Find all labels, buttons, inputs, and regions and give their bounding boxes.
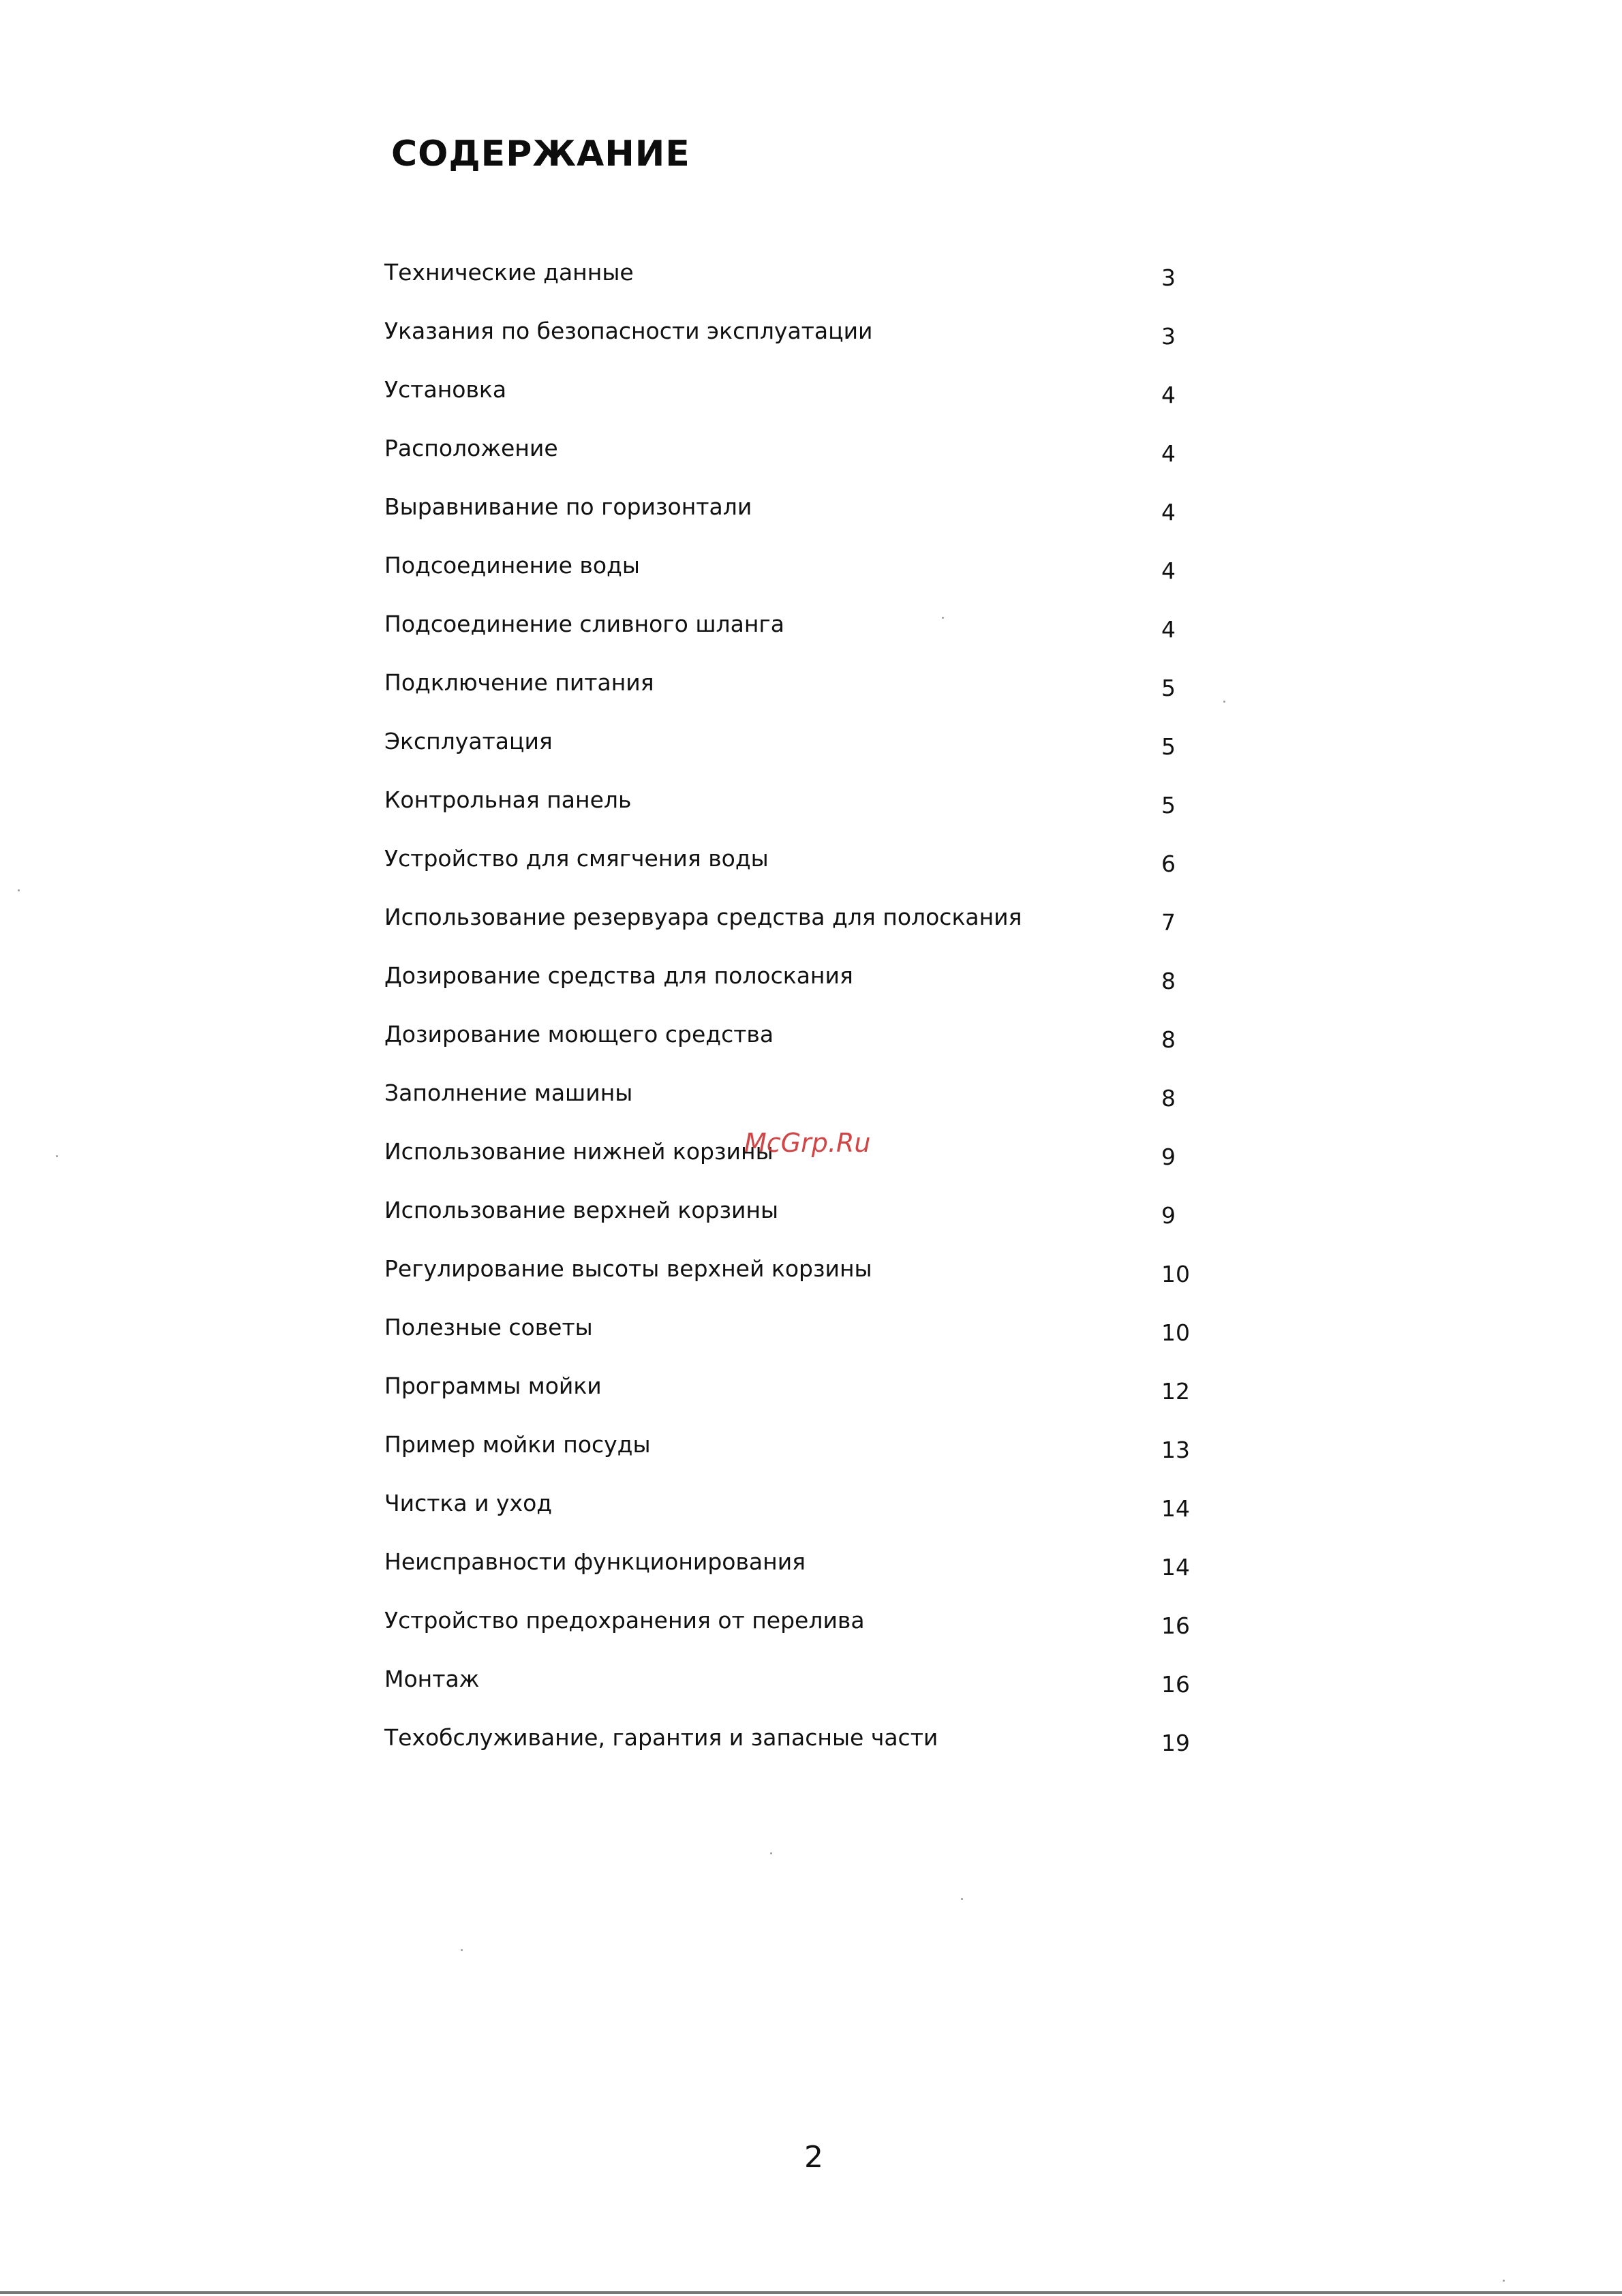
- toc-entry: [384, 256, 1189, 314]
- page-number: 2: [804, 2140, 823, 2175]
- toc-entry-label: Неисправности функционирования: [384, 1548, 806, 1575]
- toc-entry: [384, 1604, 1189, 1662]
- toc-entry-label: Техобслуживание, гарантия и запасные части: [384, 1724, 938, 1751]
- toc-entry: [384, 314, 1189, 373]
- toc-entry-label: Регулирование высоты верхней корзины: [384, 1255, 872, 1282]
- scan-speck: [1503, 2280, 1505, 2282]
- toc-entry-label: Дозирование моющего средства: [384, 1021, 774, 1047]
- scan-speck: [942, 617, 944, 619]
- toc-entry: [384, 1662, 1189, 1721]
- toc-entry: [384, 1193, 1189, 1252]
- toc-entry-page: 4: [1161, 499, 1176, 525]
- toc-entry-label: Указания по безопасности эксплуатации: [384, 318, 873, 344]
- toc-entry-page: 13: [1161, 1437, 1190, 1463]
- toc-entry-page: 8: [1161, 1026, 1176, 1053]
- toc-entry-label: Использование верхней корзины: [384, 1197, 779, 1223]
- scan-speck: [961, 1898, 963, 1900]
- toc-entry: [384, 1252, 1189, 1311]
- toc-entry-label: Подсоединение воды: [384, 552, 640, 579]
- toc-entry-page: 10: [1161, 1261, 1190, 1287]
- toc-entry-label: Выравнивание по горизонтали: [384, 493, 752, 520]
- toc-entry-page: 4: [1161, 616, 1176, 643]
- scan-speck: [18, 889, 20, 891]
- toc-entry-page: 5: [1161, 675, 1176, 701]
- toc-entry-page: 5: [1161, 792, 1176, 818]
- toc-entry-label: Использование нижней корзины: [384, 1138, 774, 1165]
- toc-entry-label: Дозирование средства для полоскания: [384, 962, 853, 989]
- toc-entry: [384, 1545, 1189, 1604]
- toc-entry-label: Подсоединение сливного шланга: [384, 611, 784, 637]
- toc-entry-label: Технические данные: [384, 259, 634, 286]
- toc-entry: [384, 1486, 1189, 1545]
- toc-entry-page: 3: [1161, 323, 1176, 350]
- toc-entry-page: 8: [1161, 1085, 1176, 1112]
- toc-entry: [384, 1076, 1189, 1135]
- toc-entry: [384, 431, 1189, 490]
- toc-entry-page: 7: [1161, 909, 1176, 936]
- toc-entry-page: 9: [1161, 1202, 1176, 1229]
- toc-entry-label: Монтаж: [384, 1666, 480, 1692]
- page-title: СОДЕРЖАНИЕ: [391, 134, 690, 174]
- toc-entry: [384, 1428, 1189, 1486]
- toc-entry: [384, 842, 1189, 900]
- toc-entry: [384, 490, 1189, 549]
- scan-speck: [461, 1949, 463, 1951]
- scan-edge-line: [0, 2291, 1622, 2294]
- toc-entry: [384, 783, 1189, 842]
- toc-entry-page: 16: [1161, 1612, 1190, 1639]
- toc-entry-page: 4: [1161, 557, 1176, 584]
- toc-entry-page: 8: [1161, 968, 1176, 994]
- toc-entry: [384, 1311, 1189, 1369]
- toc-entry-label: Чистка и уход: [384, 1490, 553, 1516]
- scan-speck: [1223, 701, 1225, 703]
- toc-entry: [384, 1721, 1189, 1779]
- toc-entry-page: 16: [1161, 1671, 1190, 1698]
- toc-entry: [384, 900, 1189, 959]
- toc-entry-label: Устройство для смягчения воды: [384, 845, 769, 872]
- toc-entry: [384, 959, 1189, 1017]
- toc-entry: [384, 724, 1189, 783]
- toc-entry-page: 10: [1161, 1319, 1190, 1346]
- toc-entry-label: Подключение питания: [384, 669, 654, 696]
- scan-speck: [770, 1852, 772, 1854]
- toc-entry-label: Устройство предохранения от перелива: [384, 1607, 865, 1634]
- toc-entry-page: 6: [1161, 851, 1176, 877]
- toc-entry-page: 5: [1161, 733, 1176, 760]
- watermark: McGrp.Ru: [744, 1128, 871, 1158]
- toc-entry-page: 3: [1161, 264, 1176, 291]
- toc-entry-page: 4: [1161, 382, 1176, 408]
- scan-speck: [56, 1155, 58, 1157]
- toc-entry-page: 19: [1161, 1730, 1190, 1756]
- toc-entry-label: Эксплуатация: [384, 728, 553, 754]
- toc-entry-page: 4: [1161, 440, 1176, 467]
- toc-entry-label: Расположение: [384, 435, 558, 461]
- toc-entry-page: 9: [1161, 1144, 1176, 1170]
- toc-entry-page: 14: [1161, 1554, 1190, 1580]
- toc-entry-page: 12: [1161, 1378, 1190, 1405]
- toc-entry: [384, 666, 1189, 724]
- toc-entry-label: Установка: [384, 376, 507, 403]
- toc-entry-page: 14: [1161, 1495, 1190, 1522]
- table-of-contents: [384, 256, 1189, 1779]
- toc-entry-label: Заполнение машины: [384, 1080, 633, 1106]
- toc-entry: [384, 373, 1189, 431]
- toc-entry-label: Контрольная панель: [384, 786, 632, 813]
- toc-entry-label: Пример мойки посуды: [384, 1431, 651, 1458]
- toc-entry-label: Программы мойки: [384, 1373, 602, 1399]
- toc-entry: [384, 549, 1189, 607]
- toc-entry: [384, 1369, 1189, 1428]
- toc-entry-label: Использование резервуара средства для полоскания: [384, 904, 1022, 930]
- toc-entry: [384, 1017, 1189, 1076]
- toc-entry: [384, 607, 1189, 666]
- toc-entry-label: Полезные советы: [384, 1314, 593, 1341]
